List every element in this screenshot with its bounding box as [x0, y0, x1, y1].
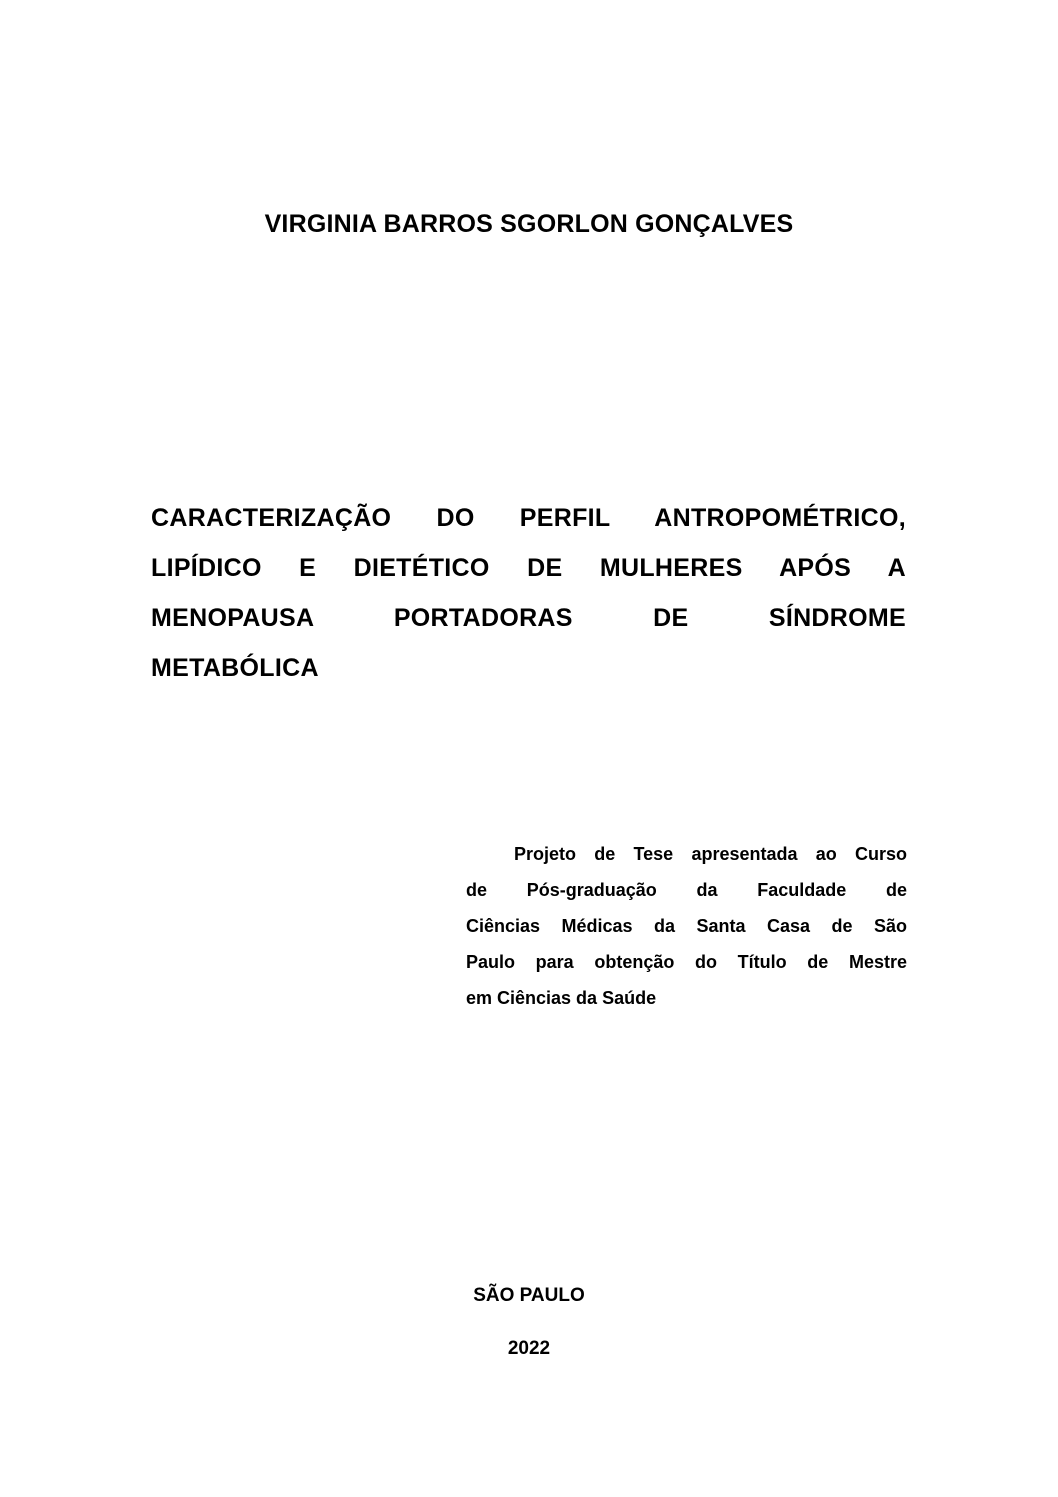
thesis-title-line: CARACTERIZAÇÃO DO PERFIL ANTROPOMÉTRICO,: [151, 504, 906, 532]
thesis-title-line: LIPÍDICO E DIETÉTICO DE MULHERES APÓS A: [151, 554, 906, 582]
thesis-title: [151, 493, 906, 693]
thesis-title-line: MENOPAUSA PORTADORAS DE SÍNDROME: [151, 604, 906, 632]
thesis-title-line: METABÓLICA: [151, 654, 319, 682]
thesis-description-line: em Ciências da Saúde: [466, 988, 657, 1008]
thesis-description-line: Projeto de Tese apresentada ao Curso: [514, 844, 907, 864]
thesis-description-line: de Pós-graduação da Faculdade de: [466, 880, 907, 900]
author-name: VIRGINIA BARROS SGORLON GONÇALVES: [264, 210, 794, 238]
thesis-description: [466, 836, 907, 1016]
thesis-description-line: Paulo para obtenção do Título de Mestre: [466, 952, 907, 972]
year: 2022: [507, 1338, 551, 1359]
city: SÃO PAULO: [473, 1285, 585, 1306]
thesis-description-line: Ciências Médicas da Santa Casa de São: [466, 916, 907, 936]
